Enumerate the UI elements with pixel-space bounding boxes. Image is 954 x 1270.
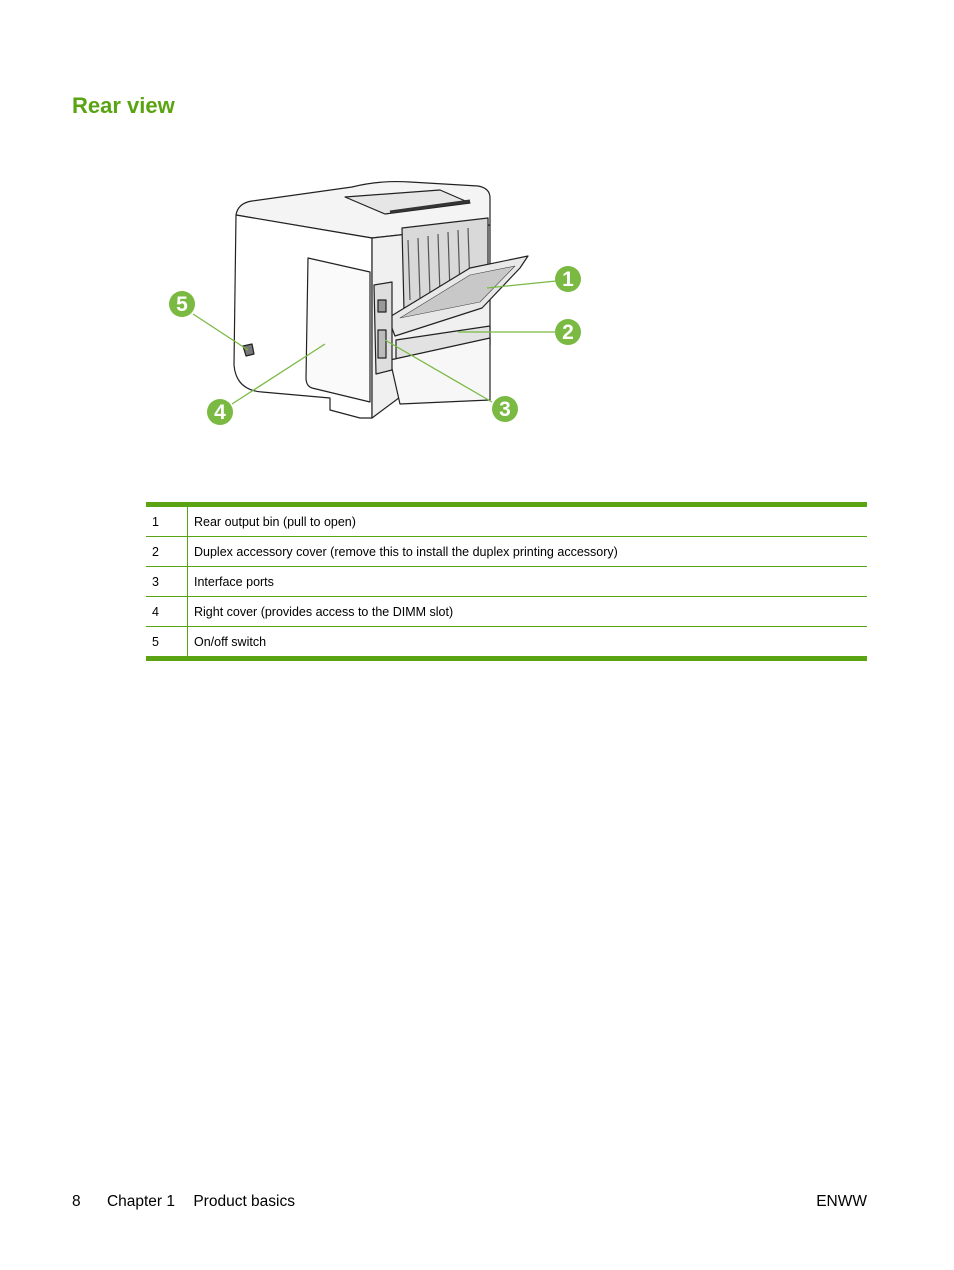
part-number: 4 [146,597,188,627]
svg-text:5: 5 [176,293,188,316]
part-description: On/off switch [188,627,868,659]
callout-5 [169,291,195,317]
table-row [146,505,867,537]
footer-right: ENWW [816,1193,867,1210]
svg-text:1: 1 [562,268,574,291]
page-number: 8 [72,1193,81,1210]
table-row [146,627,867,659]
table-row [146,537,867,567]
part-description: Duplex accessory cover (remove this to install the duplex printing accessory) [188,537,868,567]
table-row [146,567,867,597]
section-title: Rear view [72,93,175,118]
callout-2 [555,319,581,345]
part-number: 2 [146,537,188,567]
parts-table [146,502,867,661]
part-description: Interface ports [188,567,868,597]
callout-4 [207,399,233,425]
svg-text:3: 3 [499,398,511,421]
callout-3 [492,396,518,422]
part-description: Right cover (provides access to the DIMM slot) [188,597,868,627]
footer-left [72,1193,295,1211]
printer-drawing [234,182,528,418]
part-number: 1 [146,505,188,537]
part-description: Rear output bin (pull to open) [194,514,356,529]
callout-1 [555,266,581,292]
chapter-title: Product basics [193,1193,295,1210]
part-number: 3 [146,567,188,597]
printer-rear-illustration [160,170,600,440]
chapter-label: Chapter 1 [106,1193,176,1210]
table-row [146,597,867,627]
svg-text:4: 4 [214,401,226,424]
svg-text:2: 2 [562,321,574,344]
part-number: 5 [146,627,188,659]
